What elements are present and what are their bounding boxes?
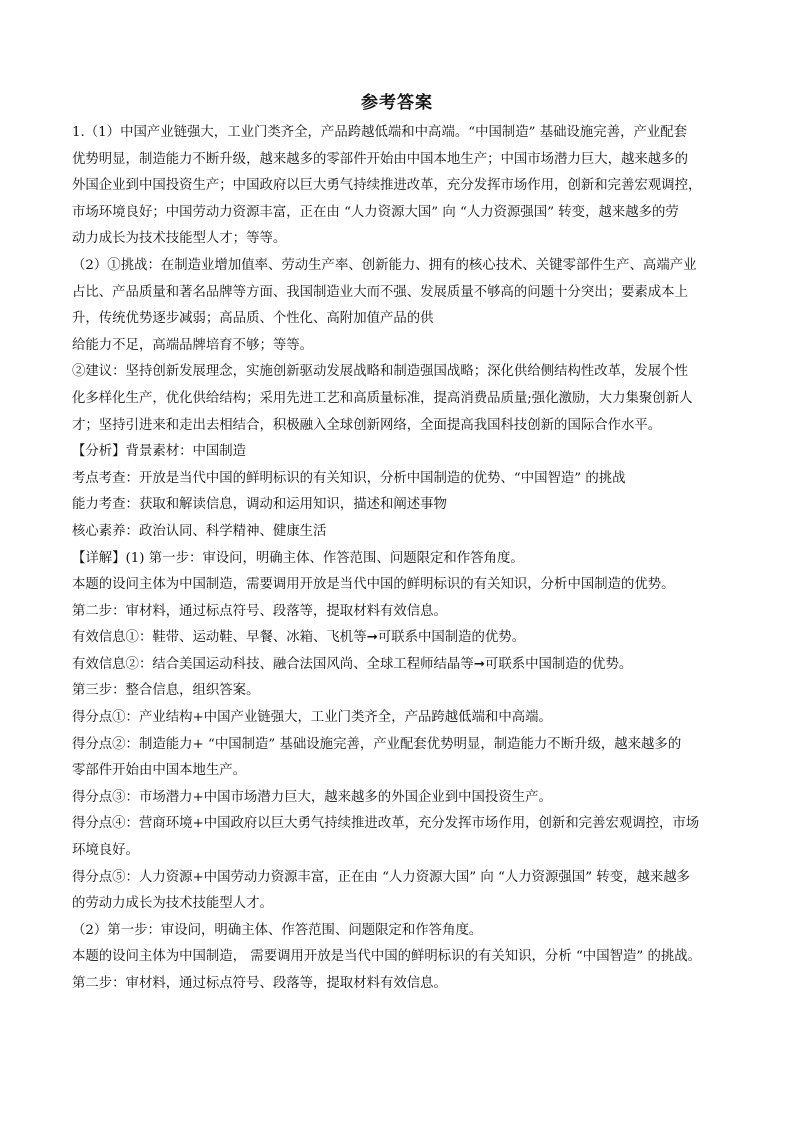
text-line: 有效信息①：鞋带、运动鞋、早餐、冰箱、飞机等➞可联系中国制造的优势。 <box>72 630 526 646</box>
text-line: 第三步：整合信息，组织答案。 <box>72 683 260 699</box>
text-line: 零部件开始由中国本地生产。 <box>72 763 247 779</box>
text-line: 得分点⑤：人力资源+中国劳动力资源丰富，正在由 “人力资源大国” 向 “人力资源强国” 转变，越来越多 <box>72 869 691 885</box>
text-line: 化多样化生产，优化供给结构；采用先进工艺和高质量标准，提高消费品质量;强化激励，大力集聚创新人 <box>72 390 693 406</box>
text-line: 考点考查：开放是当代中国的鲜明标识的有关知识，分析中国制造的优势、“中国智造” 的挑战 <box>72 470 626 486</box>
text-line: 1.（1）中国产业链强大，工业门类齐全，产品跨越低端和中高端。“中国制造” 基础设施完善，产业配套 <box>72 125 688 140</box>
text-line: 给能力不足，高端品牌培育不够；等等。 <box>72 337 314 353</box>
text-line: 得分点④：营商环境+中国政府以巨大勇气持续推进改革，充分发挥市场作用，创新和完善宏观调控，市场 <box>72 816 700 832</box>
analysis-heading: 【分析】背景素材：中国制造 <box>72 444 247 460</box>
text-line: 得分点③：市场潜力+中国市场潜力巨大，越来越多的外国企业到中国投资生产。 <box>72 789 552 805</box>
text-line: 占比、产品质量和著名品牌等方面、我国制造业大而不强、发展质量不够高的问题十分突出；要素成本上 <box>72 284 688 300</box>
page-title: 参考答案 <box>361 93 433 113</box>
text-line: 市场环境良好；中国劳动力资源丰富，正在由 “人力资源大国” 向 “人力资源强国” 转变，越来越多的劳 <box>72 204 679 220</box>
text-line: 得分点②：制造能力+ “中国制造” 基础设施完善，产业配套优势明显，制造能力不断升级，越来越多的 <box>72 736 682 752</box>
text-line: 动力成长为技术技能型人才；等等。 <box>72 231 287 247</box>
text-line: 环境良好。 <box>72 843 139 859</box>
text-line: 本题的设问主体为中国制造，需要调用开放是当代中国的鲜明标识的有关知识，分析中国制造的优势。 <box>72 577 675 593</box>
text-line: 升，传统优势逐步减弱；高品质、个性化、高附加值产品的供 <box>72 311 434 327</box>
text-line: 本题的设问主体为中国制造， 需要调用开放是当代中国的鲜明标识的有关知识，分析 “中国智造” 的挑战。 <box>72 949 702 965</box>
text-line: 能力考查：获取和解读信息，调动和运用知识，描述和阐述事物 <box>72 497 447 513</box>
text-line: 外国企业到中国投资生产；中国政府以巨大勇气持续推进改革，充分发挥市场作用，创新和完善宏观调控， <box>72 178 702 194</box>
detail-heading: 【详解】(1) 第一步：审设问，明确主体、作答范围、问题限定和作答角度。 <box>72 550 524 566</box>
text-line: 才；坚持引进来和走出去相结合，积极融入全球创新网络，全面提高我国科技创新的国际合作水平。 <box>72 417 662 433</box>
text-line: ②建议：坚持创新发展理念，实施创新驱动发展战略和制造强国战略；深化供给侧结构性改革，发展个性 <box>72 364 688 380</box>
text-line: 的劳动力成长为技术技能型人才。 <box>72 896 273 912</box>
text-line: 有效信息②：结合美国运动科技、融合法国风尚、全球工程师结晶等➞可联系中国制造的优势。 <box>72 656 633 672</box>
text-line: 优势明显，制造能力不断升级，越来越多的零部件开始由中国本地生产；中国市场潜力巨大，越来越多的 <box>72 151 688 167</box>
text-line: 第二步：审材料，通过标点符号、段落等，提取材料有效信息。 <box>72 603 447 619</box>
text-line: （2）第一步：审设问，明确主体、作答范围、问题限定和作答角度。 <box>72 922 483 938</box>
text-line: 得分点①：产业结构+中国产业链强大，工业门类齐全，产品跨越低端和中高端。 <box>72 710 552 726</box>
text-line: 第二步：审材料，通过标点符号、段落等，提取材料有效信息。 <box>72 976 447 991</box>
text-line: 核心素养：政治认同、科学精神、健康生活 <box>72 523 327 539</box>
text-line: （2）①挑战：在制造业增加值率、劳动生产率、创新能力、拥有的核心技术、关键零部件生产、高端产业 <box>72 257 697 273</box>
